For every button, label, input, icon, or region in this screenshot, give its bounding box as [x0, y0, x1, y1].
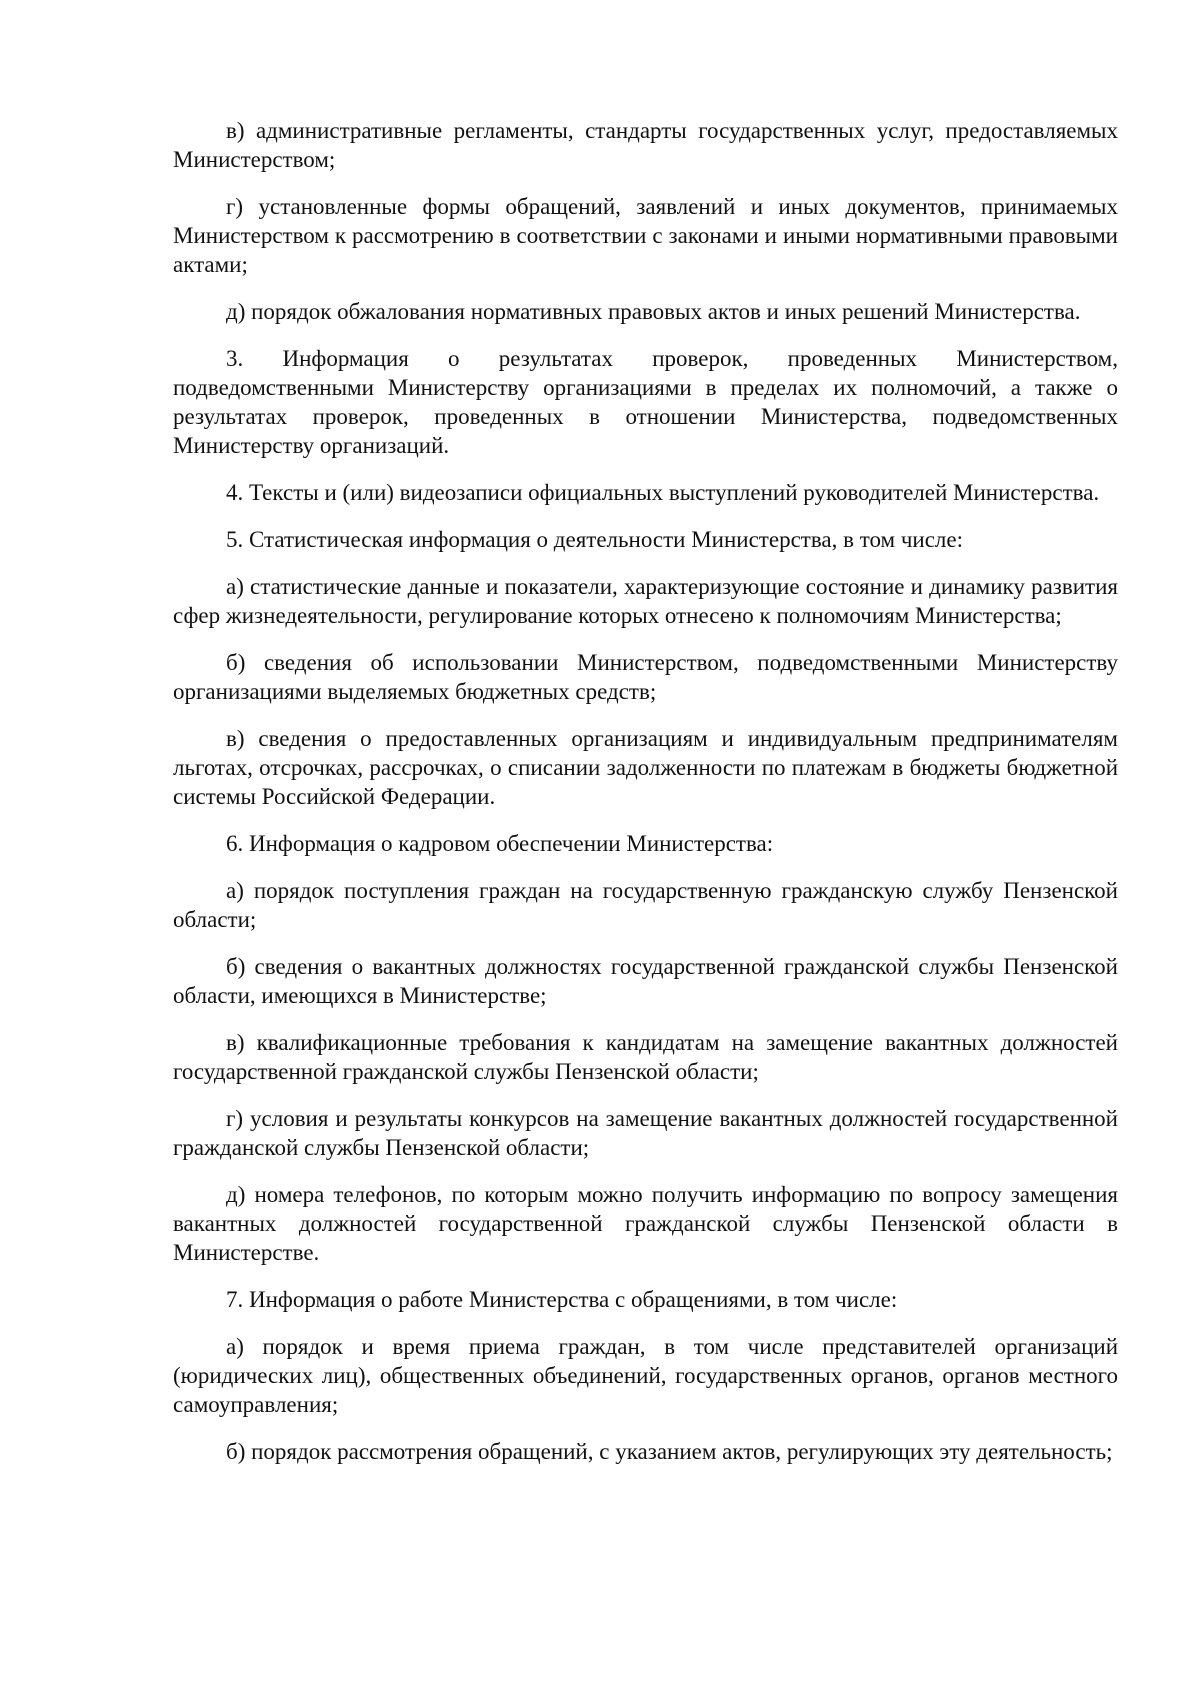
paragraph-5-statistics: 5. Статистическая информация о деятельности Министерства, в том числе: [226, 527, 963, 552]
paragraph-4-speeches: 4. Тексты и (или) видеозаписи официальных выступлений руководителей Министерства. [226, 480, 1100, 505]
paragraph-7-appeals: 7. Информация о работе Министерства с обращениями, в том числе: [226, 1287, 898, 1312]
paragraph-6b-vacancies: б) сведения о вакантных должностях государственной гражданской службы Пензенской области, имеющихся в Министерстве; [173, 954, 1118, 1008]
paragraph-7b-review-procedure: б) порядок рассмотрения обращений, с указанием актов, регулирующих эту деятельность; [226, 1439, 1113, 1464]
paragraph-5v-benefits: в) сведения о предоставленных организациям и индивидуальным предпринимателям льготах, отсрочках, рассрочках, о списании задолженности по платежам в бюджеты бюджетной системы Российской Федерации. [173, 726, 1118, 809]
paragraph-2d-appeal-procedure: д) порядок обжалования нормативных правовых актов и иных решений Министерства. [226, 299, 1081, 324]
paragraph-7a-reception: а) порядок и время приема граждан, в том числе представителей организаций (юридических лиц), общественных объединений, государственных органов, органов местного самоуправления; [173, 1334, 1118, 1417]
paragraph-6a-admission: а) порядок поступления граждан на государственную гражданскую службу Пензенской области; [173, 878, 1118, 932]
paragraph-3-inspections: 3. Информация о результатах проверок, проведенных Министерством, подведомственными Министерству организациями в пределах их полномочий, а также о результатах проверок, проведенных в отношении Министерства, подведомственных Министерству организаций. [173, 346, 1118, 458]
paragraph-6g-competitions: г) условия и результаты конкурсов на замещение вакантных должностей государственной гражданской службы Пензенской области; [173, 1106, 1118, 1160]
paragraph-2v-regulations: в) административные регламенты, стандарты государственных услуг, предоставляемых Министерством; [173, 118, 1118, 172]
paragraph-6d-phones: д) номера телефонов, по которым можно получить информацию по вопросу замещения вакантных должностей государственной гражданской службы Пензенской области в Министерстве. [173, 1182, 1118, 1265]
paragraph-6v-requirements: в) квалификационные требования к кандидатам на замещение вакантных должностей государственной гражданской службы Пензенской области; [173, 1030, 1118, 1084]
document-page [173, 116, 1118, 1484]
paragraph-5b-budget-funds: б) сведения об использовании Министерством, подведомственными Министерству организациями выделяемых бюджетных средств; [173, 650, 1118, 704]
paragraph-5a-indicators: а) статистические данные и показатели, характеризующие состояние и динамику развития сфер жизнедеятельности, регулирование которых отнесено к полномочиям Министерства; [173, 574, 1118, 628]
paragraph-2g-forms: г) установленные формы обращений, заявлений и иных документов, принимаемых Министерством к рассмотрению в соответствии с законами и иными нормативными правовыми актами; [173, 194, 1118, 277]
paragraph-6-staffing: 6. Информация о кадровом обеспечении Министерства: [226, 831, 774, 856]
